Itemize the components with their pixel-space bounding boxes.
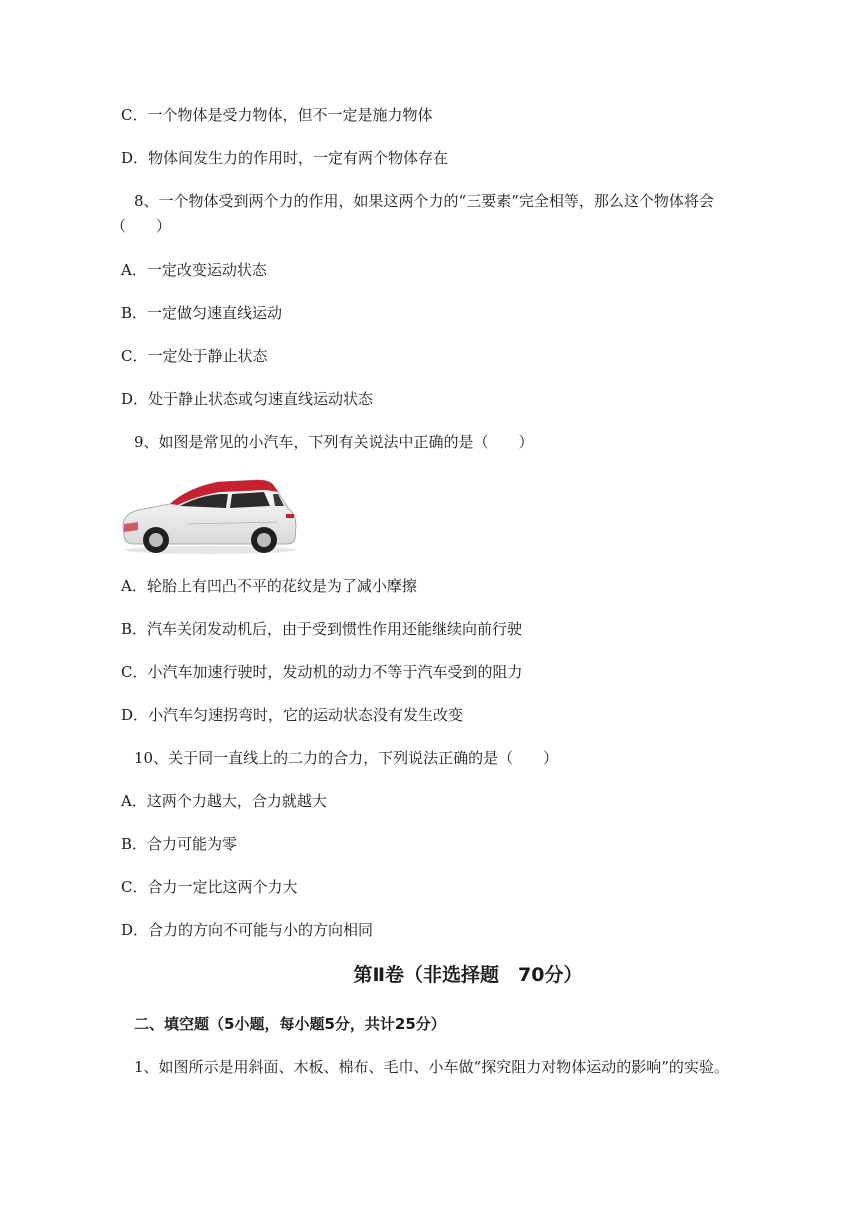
part2-title: 第Ⅱ卷（非选择题 70分） bbox=[353, 964, 583, 986]
fill-in-section-heading: 二、填空题（5小题，每小题5分，共计25分） bbox=[134, 1015, 446, 1033]
q9-option-d: D．小汽车匀速拐弯时，它的运动状态没有发生改变 bbox=[121, 706, 464, 724]
q10-option-b: B．合力可能为零 bbox=[121, 835, 238, 853]
q10-option-d: D．合力的方向不可能与小的方向相同 bbox=[121, 921, 374, 939]
car-icon bbox=[118, 474, 300, 556]
q10-option-a: A．这两个力越大，合力就越大 bbox=[121, 792, 327, 810]
q9-option-c: C．小汽车加速行驶时，发动机的动力不等于汽车受到的阻力 bbox=[121, 663, 523, 681]
q9-option-b: B．汽车关闭发动机后，由于受到惯性作用还能继续向前行驶 bbox=[121, 620, 523, 638]
q8-stem: 8、一个物体受到两个力的作用，如果这两个力的“三要素”完全相等，那么这个物体将会 bbox=[134, 192, 714, 210]
q8-option-c: C．一定处于静止状态 bbox=[121, 347, 268, 365]
q9-stem: 9、如图是常见的小汽车，下列有关说法中正确的是（ ） bbox=[134, 433, 534, 451]
q7-option-c: C．一个物体是受力物体，但不一定是施力物体 bbox=[121, 106, 433, 124]
q8-answer-paren: （ ） bbox=[111, 217, 172, 235]
fill-in-q1-stem: 1、如图所示是用斜面、木板、棉布、毛巾、小车做“探究阻力对物体运动的影响”的实验。 bbox=[134, 1058, 729, 1076]
q8-option-b: B．一定做匀速直线运动 bbox=[121, 304, 283, 322]
q10-stem: 10、关于同一直线上的二力的合力，下列说法正确的是（ ） bbox=[134, 749, 559, 767]
q10-option-c: C．合力一定比这两个力大 bbox=[121, 878, 298, 896]
q7-option-d: D．物体间发生力的作用时，一定有两个物体存在 bbox=[121, 149, 449, 167]
q8-option-a: A．一定改变运动状态 bbox=[121, 261, 267, 279]
q8-option-d: D．处于静止状态或匀速直线运动状态 bbox=[121, 390, 374, 408]
q9-option-a: A．轮胎上有凹凸不平的花纹是为了减小摩擦 bbox=[121, 577, 417, 595]
